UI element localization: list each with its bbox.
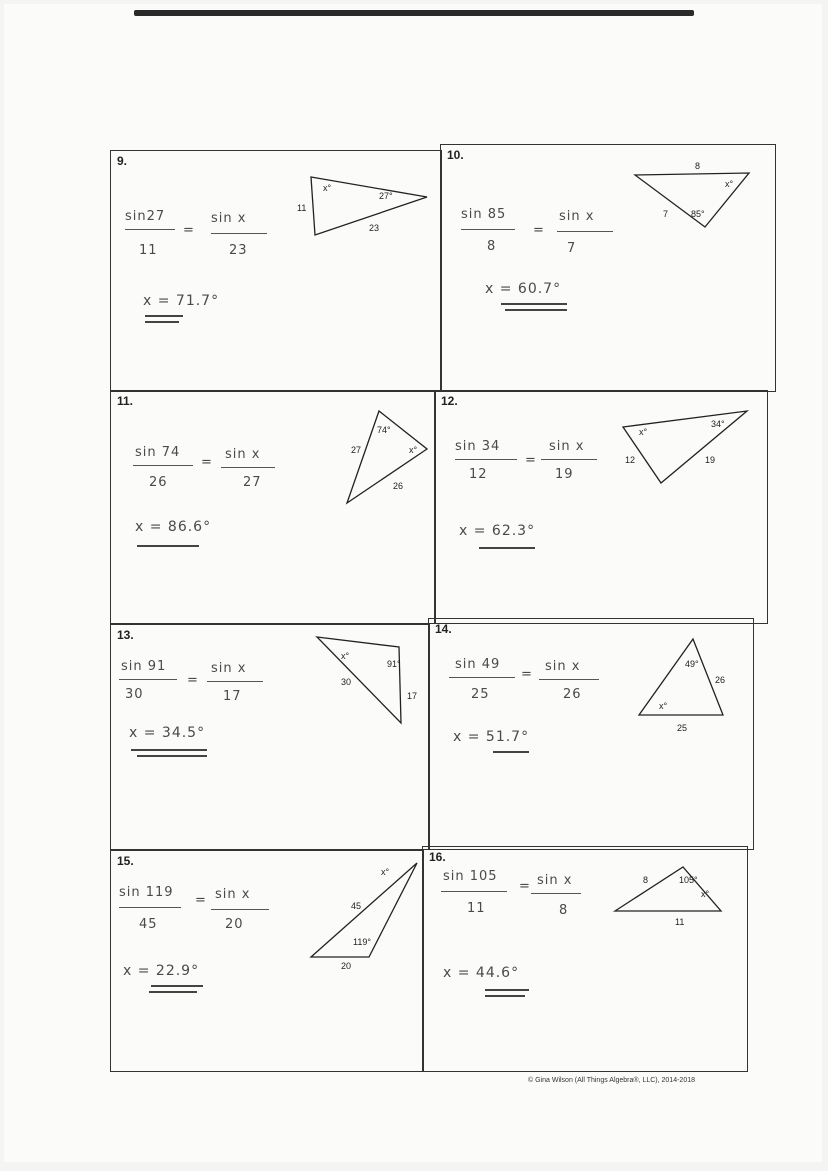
denominator-2: 8 (559, 903, 569, 918)
side-label: 26 (393, 481, 404, 491)
triangle-diagram (613, 861, 745, 931)
side-label: 20 (341, 961, 352, 971)
answer: x = 62.3° (459, 523, 536, 539)
side-label: 26 (715, 675, 726, 685)
denominator-2: 23 (229, 243, 248, 258)
angle-label: 34° (711, 419, 725, 429)
numerator-1: sin 119 (119, 885, 174, 900)
side-label: 12 (625, 455, 636, 465)
side-label: 25 (677, 723, 688, 733)
equals-sign: = (521, 667, 533, 682)
vertex-label: x° (409, 445, 418, 455)
triangle-diagram (633, 157, 773, 237)
denominator-1: 11 (139, 243, 158, 258)
vertex-label: x° (701, 889, 710, 899)
angle-label: 74° (377, 425, 391, 435)
equals-sign: = (187, 673, 199, 688)
denominator-2: 17 (223, 689, 242, 704)
problem-number: 11. (117, 394, 134, 408)
problem-10 (440, 144, 776, 392)
equals-sign: = (201, 455, 213, 470)
problem-number: 9. (117, 154, 128, 168)
numerator-2: sin x (211, 211, 247, 226)
vertex-label: x° (323, 183, 332, 193)
side-label: 19 (705, 455, 716, 465)
numerator-1: sin 91 (121, 659, 167, 674)
answer: x = 22.9° (123, 963, 200, 979)
problem-number: 14. (435, 622, 452, 636)
side-label: 17 (407, 691, 418, 701)
numerator-1: sin 49 (455, 657, 501, 672)
triangle-diagram (311, 633, 431, 733)
angle-label: x° (725, 179, 734, 189)
problem-15 (110, 850, 424, 1072)
vertex-label: x° (381, 867, 390, 877)
side-label: 8 (643, 875, 649, 885)
numerator-2: sin x (537, 873, 573, 888)
numerator-2: sin x (559, 209, 595, 224)
denominator-1: 12 (469, 467, 488, 482)
answer: x = 60.7° (485, 281, 562, 297)
answer: x = 86.6° (135, 519, 212, 535)
worksheet-page (4, 4, 822, 1162)
problem-number: 12. (441, 394, 458, 408)
problem-number: 15. (117, 854, 134, 868)
angle-label: 105° (679, 875, 698, 885)
denominator-1: 30 (125, 687, 144, 702)
vertex-label: x° (639, 427, 648, 437)
denominator-2: 20 (225, 917, 244, 932)
side-label: 23 (369, 223, 380, 233)
answer: x = 51.7° (453, 729, 530, 745)
numerator-1: sin 34 (455, 439, 501, 454)
problem-11 (110, 390, 436, 624)
numerator-1: sin27 (125, 209, 166, 224)
denominator-2: 7 (567, 241, 577, 256)
denominator-2: 27 (243, 475, 262, 490)
triangle-diagram (621, 409, 761, 489)
denominator-2: 26 (563, 687, 582, 702)
numerator-2: sin x (211, 661, 247, 676)
numerator-1: sin 85 (461, 207, 507, 222)
numerator-2: sin x (225, 447, 261, 462)
numerator-2: sin x (215, 887, 251, 902)
angle-label: 91° (387, 659, 401, 669)
numerator-2: sin x (545, 659, 581, 674)
problem-16 (422, 846, 748, 1072)
copyright-footer: © Gina Wilson (All Things Algebra®, LLC), 2014-2018 (528, 1077, 695, 1084)
equals-sign: = (519, 879, 531, 894)
problem-number: 16. (429, 850, 446, 864)
angle-label: 119° (353, 937, 371, 947)
answer: x = 71.7° (143, 293, 220, 309)
side-label: 11 (675, 917, 685, 927)
equals-sign: = (525, 453, 537, 468)
triangle-diagram (297, 173, 437, 243)
vertex-label: x° (659, 701, 668, 711)
scan-edge (134, 10, 694, 16)
problem-13 (110, 624, 430, 850)
triangle-diagram (307, 859, 425, 971)
denominator-1: 45 (139, 917, 158, 932)
numerator-2: sin x (549, 439, 585, 454)
denominator-1: 25 (471, 687, 490, 702)
triangle-diagram (637, 637, 747, 737)
problem-14 (428, 618, 754, 850)
numerator-1: sin 74 (135, 445, 181, 460)
problem-number: 10. (447, 148, 464, 162)
side-label: 27 (351, 445, 362, 455)
numerator-1: sin 105 (443, 869, 498, 884)
angle-label: 85° (691, 209, 705, 219)
angle-label: 49° (685, 659, 699, 669)
denominator-1: 11 (467, 901, 486, 916)
problem-number: 13. (117, 628, 134, 642)
answer: x = 34.5° (129, 725, 206, 741)
angle-label: 27° (379, 191, 393, 201)
vertex-label: x° (341, 651, 350, 661)
triangle-diagram (347, 405, 437, 509)
equals-sign: = (533, 223, 545, 238)
side-label: 45 (351, 901, 362, 911)
problem-9 (110, 150, 442, 392)
answer: x = 44.6° (443, 965, 520, 981)
equals-sign: = (195, 893, 207, 908)
side-label: 8 (695, 161, 701, 171)
denominator-1: 26 (149, 475, 168, 490)
denominator-2: 19 (555, 467, 574, 482)
denominator-1: 8 (487, 239, 497, 254)
problem-12 (434, 390, 768, 624)
side-label: 7 (663, 209, 669, 219)
equals-sign: = (183, 223, 195, 238)
side-label: 30 (341, 677, 352, 687)
side-label: 11 (297, 203, 307, 213)
